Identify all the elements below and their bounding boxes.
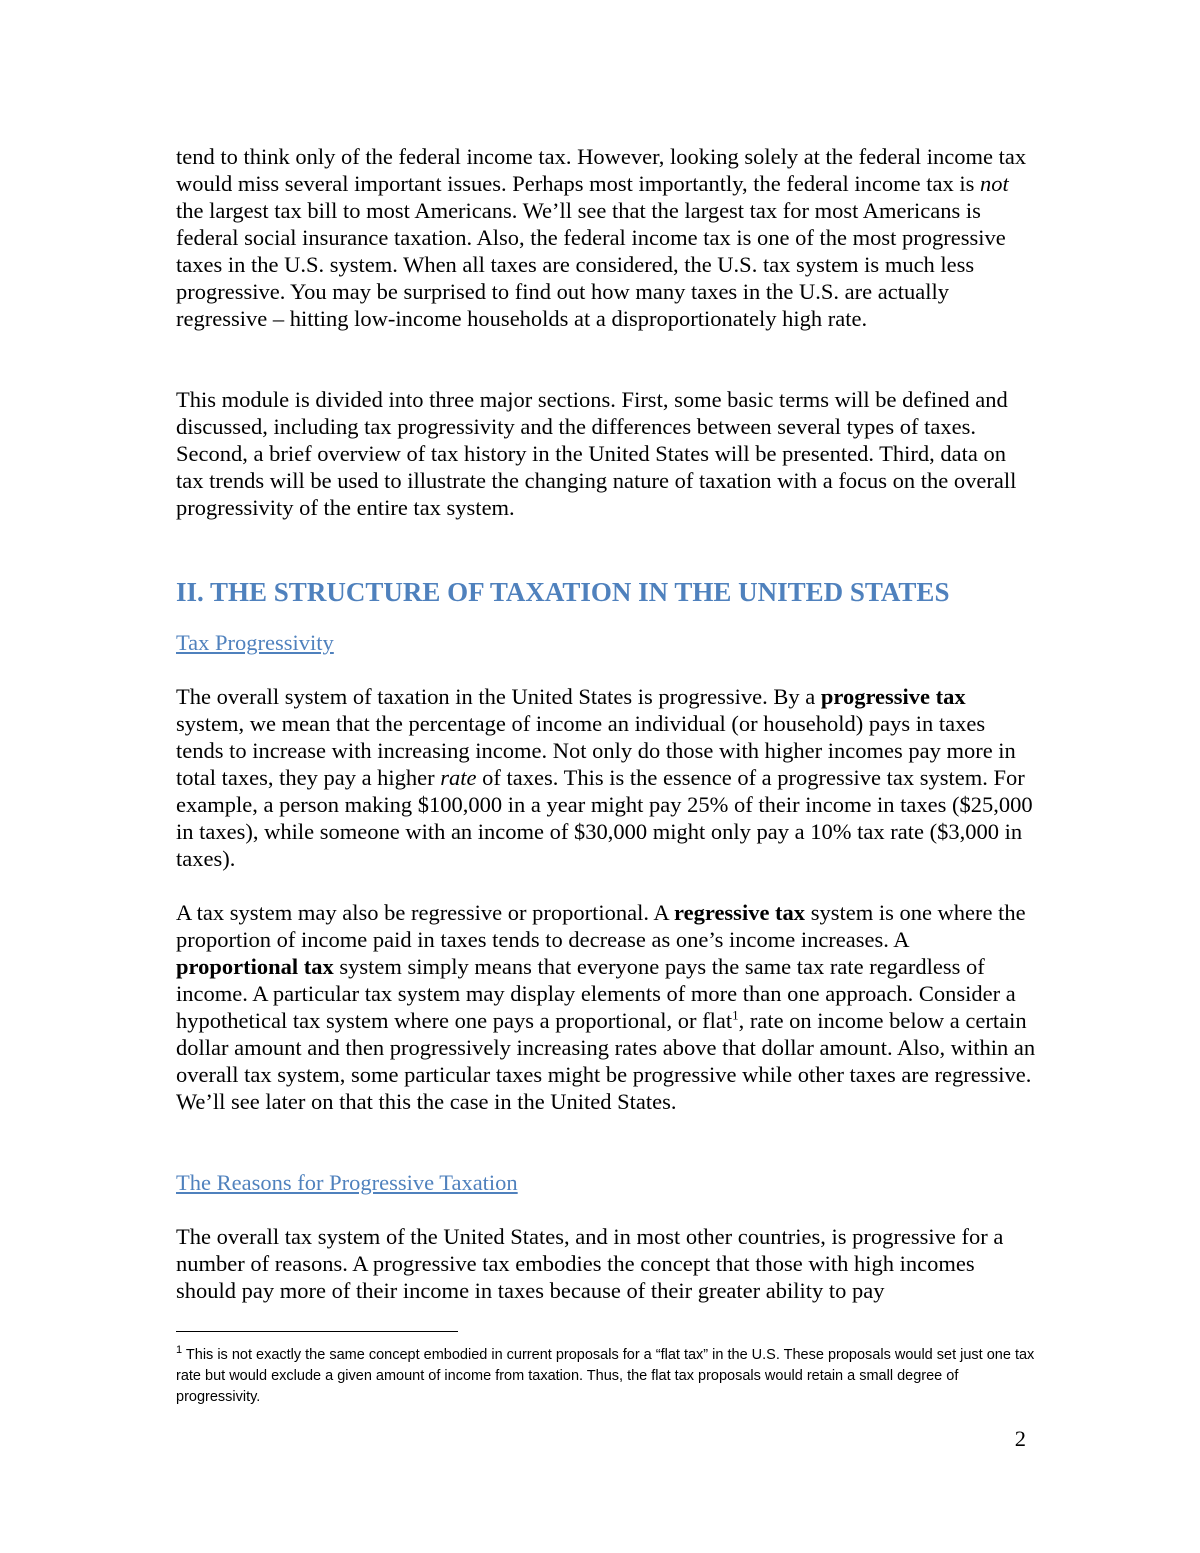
paragraph3-text-c: of taxes. This is the essence of a progressive tax system. For example, a person making $100,000 in a year might pay 25% of their income in taxes ($25,000 in taxes), while someone with an income of $30,000 might only pay a 10% tax rate ($3,000 in taxes).	[176, 765, 1033, 871]
subheading-reasons-progressive-taxation[interactable]: The Reasons for Progressive Taxation	[176, 1170, 518, 1195]
footnote-reference[interactable]: 1	[732, 1007, 739, 1023]
paragraph4-text-c: system simply means that everyone pays the same tax rate regardless of income. A particular tax system may display elements of more than one approach. Consider a hypothetical tax system where one pays a proportional, or flat	[176, 954, 1016, 1033]
footnote	[176, 1345, 1046, 1408]
page-number: 2	[1014, 1426, 1026, 1451]
paragraph4-text-b: system is one where the proportion of income paid in taxes tends to decrease as one’s income increases. A	[176, 900, 1026, 952]
footnote-marker: 1	[176, 1344, 183, 1357]
paragraph-federal-income-tax	[176, 143, 1036, 332]
term-progressive-tax: progressive tax	[820, 684, 966, 709]
paragraph3-text-a: The overall system of taxation in the United States is progressive. By a	[176, 684, 821, 709]
footnote-text: This is not exactly the same concept embodied in current proposals for a “flat tax” in the U.S. These proposals would set just one tax rate but would exclude a given amount of income from taxation. Thus, the flat tax proposals would retain a small degree of progressivity.	[176, 1347, 1035, 1405]
paragraph4-text-a: A tax system may also be regressive or proportional. A	[176, 900, 675, 925]
subheading-tax-progressivity[interactable]: Tax Progressivity	[176, 630, 334, 655]
paragraph-reasons: The overall tax system of the United States, and in most other countries, is progressive for a number of reasons. A progressive tax embodies the concept that those with high incomes should pay more of their income in taxes because of their greater ability to pay	[176, 1224, 1004, 1303]
emphasis-not: not	[980, 171, 1009, 196]
paragraph4-text-d: , rate on income below a certain dollar amount and then progressively increasing rates above that dollar amount. Also, within an overall tax system, some particular taxes might be progressive while other taxes are regressive. We’ll see later on that this the case in the United States.	[176, 1008, 1036, 1114]
paragraph-module-overview: This module is divided into three major sections. First, some basic terms will be defined and discussed, including tax progressivity and the differences between several types of taxes. Second, a brief overview of tax history in the United States will be presented. Third, data on tax trends will be used to illustrate the changing nature of taxation with a focus on the overall progressivity of the entire tax system.	[176, 387, 1017, 520]
paragraph3-text-b: system, we mean that the percentage of income an individual (or household) pays in taxes tends to increase with increasing income. Not only do those with higher incomes pay more in total taxes, they pay a higher	[176, 711, 1016, 790]
footnote-separator	[176, 1331, 458, 1332]
term-proportional-tax: proportional tax	[176, 954, 334, 979]
term-regressive-tax: regressive tax	[674, 900, 806, 925]
paragraph-progressive-tax	[176, 683, 1036, 872]
emphasis-rate: rate	[440, 765, 477, 790]
paragraph1-text-b: the largest tax bill to most Americans. We’ll see that the largest tax for most Americans is federal social insurance taxation. Also, the federal income tax is one of the most progressive taxes in the U.S. system. When all taxes are considered, the U.S. tax system is much less progressive. You may be surprised to find out how many taxes in the U.S. are actually regressive – hitting low-income households at a disproportionately high rate.	[176, 198, 1006, 331]
paragraph1-text-a: tend to think only of the federal income tax. However, looking solely at the federal income tax would miss several important issues. Perhaps most importantly, the federal income tax is	[176, 144, 1027, 196]
section-heading: II. THE STRUCTURE OF TAXATION IN THE UNITED STATES	[176, 577, 950, 607]
paragraph-regressive-proportional	[176, 899, 1036, 1115]
